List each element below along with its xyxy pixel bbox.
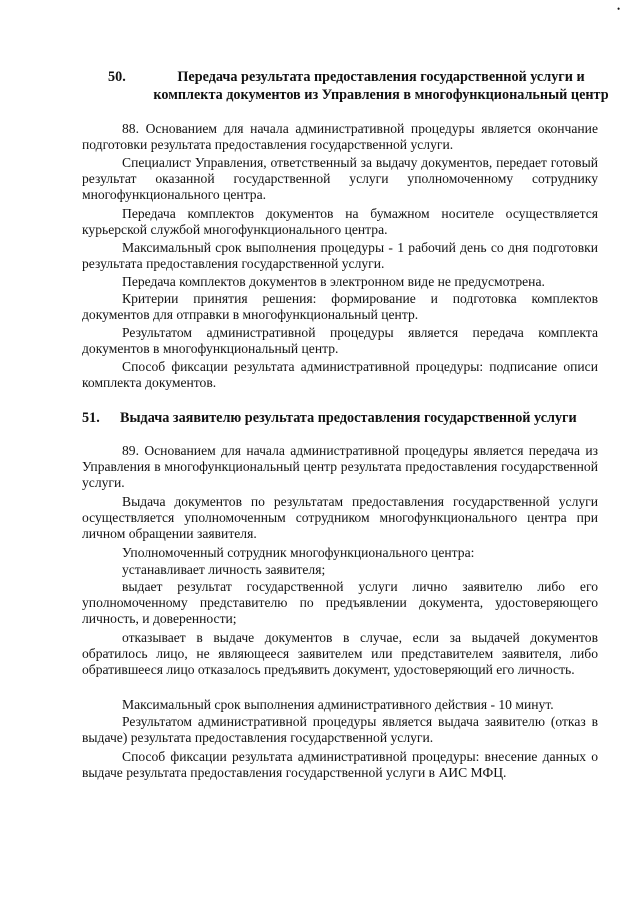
section-50-number: 50. [108,69,126,85]
section-51-para-7: Максимальный срок выполнения административного действия - 10 минут. [122,697,554,712]
section-51-para-8: Результатом административной процедуры является выдача заявителю (отказ в выдаче) результата предоставления государственной услуги. [82,714,598,746]
section-51-number: 51. [82,410,100,426]
section-51-para-9: Способ фиксации результата административной процедуры: внесение данных о выдаче результата предоставления государственной услуги в АИС МФЦ. [82,749,598,781]
section-50-para-8: Способ фиксации результата административной процедуры: подписание описи комплекта документов. [82,359,598,391]
section-50-para-4: Максимальный срок выполнения процедуры - 1 рабочий день со дня подготовки результата предоставления государственной услуги. [82,240,598,272]
section-51-title: Выдача заявителю результата предоставления государственной услуги [120,410,577,426]
section-51-para-6: отказывает в выдаче документов в случае, если за выдачей документов обратилось лицо, не являющееся заявителем или представителем заявителя, либо обратившееся лицо отказалось предъявить документ, удостоверяющий его личность. [82,630,598,678]
section-50-para-6: Критерии принятия решения: формирование и подготовка комплектов документов для отправки в многофункциональный центр. [82,291,598,323]
section-51-para-4: устанавливает личность заявителя; [122,562,326,577]
section-50-para-5: Передача комплектов документов в электронном виде не предусмотрена. [122,274,545,289]
section-50-title: Передача результата предоставления государственной услуги и комплекта документов из Управления в многофункциональный центр [153,69,609,103]
section-50-para-3: Передача комплектов документов на бумажном носителе осуществляется курьерской службой многофункционального центра. [82,206,598,238]
section-50-para-2: Специалист Управления, ответственный за выдачу документов, передает готовый результат оказанной государственной услуги уполномоченному сотруднику многофункционального центра. [82,155,598,203]
section-50-para-1: 88. Основанием для начала административной процедуры является окончание подготовки результата предоставления государственной услуги. [82,121,598,153]
section-51-para-2: Выдача документов по результатам предоставления государственной услуги осуществляется уполномоченным сотрудником многофункционального центра при личном обращении заявителя. [82,494,598,542]
section-50-para-7: Результатом административной процедуры является передача комплекта документов в многофункциональный центр. [82,325,598,357]
corner-mark: • [617,4,621,14]
section-51-para-1: 89. Основанием для начала административной процедуры является передача из Управления в многофункциональный центр результата предоставления государственной услуги. [82,443,598,491]
section-51-para-3: Уполномоченный сотрудник многофункционального центра: [122,545,475,560]
section-51-para-5: выдает результат государственной услуги лично заявителю либо его уполномоченному представителю по предъявлении документа, удостоверяющего личность, и доверенности; [82,579,598,627]
